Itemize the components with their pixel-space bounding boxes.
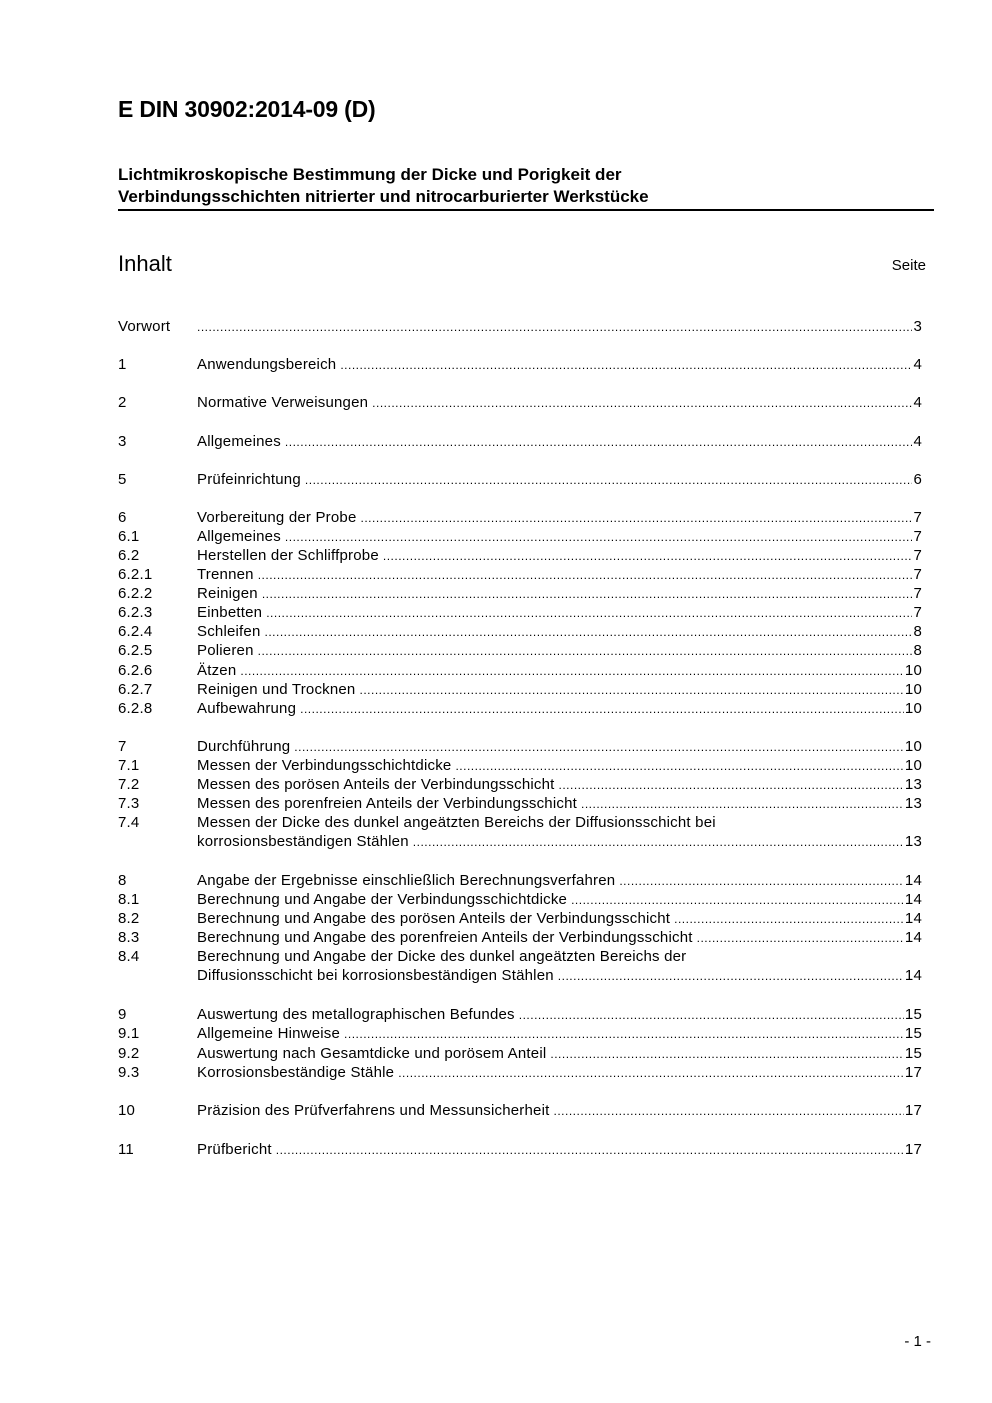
toc-entry-title: Berechnung und Angabe des porösen Anteils der Verbindungsschicht: [197, 910, 671, 927]
toc-dot-leader: [305, 471, 913, 490]
toc-entry-title: Schleifen: [197, 623, 261, 640]
toc-entry-number: 1: [118, 356, 127, 373]
toc-dot-leader: [697, 929, 904, 948]
toc-entry-number: 6.2.7: [118, 681, 153, 698]
toc-entry-page: 10: [904, 662, 922, 679]
toc-entry-title: Messen der Verbindungsschichtdicke: [197, 757, 452, 774]
toc-entry-title: Präzision des Prüfverfahrens und Messunsicherheit: [197, 1102, 550, 1119]
toc-entry-number: 7.3: [118, 795, 140, 812]
toc-entry-page: 10: [904, 757, 922, 774]
toc-entry-title: Berechnung und Angabe der Verbindungsschichtdicke: [197, 891, 568, 908]
toc-entry-page: 3: [913, 318, 922, 335]
toc-entry-page: 14: [904, 910, 922, 927]
toc-dot-leader: [413, 833, 904, 852]
toc-entry-title: Einbetten: [197, 604, 263, 621]
toc-entry-page: 10: [904, 681, 922, 698]
toc-entry-title: Angabe der Ergebnisse einschließlich Berechnungsverfahren: [197, 872, 616, 889]
toc-entry-title: Allgemeines: [197, 528, 281, 545]
toc-entry-number: 7: [118, 738, 127, 755]
toc-dot-leader: [674, 910, 904, 929]
toc-entry-title: Prüfbericht: [197, 1141, 272, 1158]
toc-dot-leader: [340, 356, 912, 375]
toc-entry-number: 6.2.4: [118, 623, 153, 640]
toc-dot-leader: [571, 891, 904, 910]
toc-entry-number: 6.2.1: [118, 566, 153, 583]
toc-entry-page: 14: [904, 872, 922, 889]
toc-entry-title: Reinigen: [197, 585, 258, 602]
toc-dot-leader: [285, 528, 913, 547]
toc-dot-leader: [300, 700, 904, 719]
toc-entry-number: 8: [118, 872, 127, 889]
toc-entry-title: Allgemeine Hinweise: [197, 1025, 341, 1042]
toc-entry-page: 4: [913, 433, 922, 450]
toc-entry-page: 7: [913, 585, 922, 602]
toc-entry-number: 6.2.5: [118, 642, 153, 659]
toc-page-column-label: Seite: [891, 257, 926, 274]
toc-dot-leader: [455, 757, 903, 776]
toc-entry-number: Vorwort: [118, 318, 171, 335]
toc-entry-page: 13: [904, 833, 922, 850]
toc-entry-number: 7.1: [118, 757, 140, 774]
toc-entry-page: 13: [904, 795, 922, 812]
toc-dot-leader: [240, 662, 904, 681]
toc-entry-page: 4: [913, 394, 922, 411]
toc-entry-title: Polieren: [197, 642, 254, 659]
toc-dot-leader: [197, 318, 912, 337]
toc-entry-number: 8.2: [118, 910, 140, 927]
toc-dot-leader: [266, 604, 912, 623]
toc-entry-number: 8.3: [118, 929, 140, 946]
toc-entry-page: 15: [904, 1025, 922, 1042]
toc-dot-leader: [581, 795, 904, 814]
toc-dot-leader: [559, 776, 904, 795]
toc-entry-page: 13: [904, 776, 922, 793]
toc-entry-page: 14: [904, 929, 922, 946]
toc-entry-page: 15: [904, 1045, 922, 1062]
toc-entry-title: Vorbereitung der Probe: [197, 509, 357, 526]
page-number: - 1 -: [904, 1333, 931, 1350]
toc-entry-number: 6: [118, 509, 127, 526]
toc-entry-page: 17: [904, 1064, 922, 1081]
toc-entry-title: Diffusionsschicht bei korrosionsbeständigen Stählen: [197, 967, 554, 984]
toc-dot-leader: [372, 394, 912, 413]
toc-entry-number: 9: [118, 1006, 127, 1023]
toc-entry-title: Herstellen der Schliffprobe: [197, 547, 379, 564]
toc-entry-number: 6.2.8: [118, 700, 153, 717]
toc-entry-page: 10: [904, 700, 922, 717]
toc-dot-leader: [294, 738, 904, 757]
toc-entry-number: 2: [118, 394, 127, 411]
toc-dot-leader: [558, 967, 904, 986]
toc-entry-page: 10: [904, 738, 922, 755]
document-id: E DIN 30902:2014-09 (D): [118, 96, 376, 122]
toc-entry-number: 6.1: [118, 528, 140, 545]
toc-entry-page: 7: [913, 604, 922, 621]
toc-dot-leader: [258, 642, 913, 661]
toc-entry-title: Auswertung des metallographischen Befundes: [197, 1006, 515, 1023]
toc-entry-number: 6.2.2: [118, 585, 153, 602]
toc-heading: Inhalt: [118, 251, 172, 276]
toc-entry-number: 7.2: [118, 776, 140, 793]
toc-entry-number: 10: [118, 1102, 136, 1119]
toc-entry-title: Messen des porenfreien Anteils der Verbindungsschicht: [197, 795, 577, 812]
toc-entry-title: Anwendungsbereich: [197, 356, 337, 373]
toc-entry-title: Normative Verweisungen: [197, 394, 369, 411]
toc-entry-page: 7: [913, 547, 922, 564]
toc-entry-number: 7.4: [118, 814, 140, 831]
toc-entry-page: 6: [913, 471, 922, 488]
toc-entry-page: 7: [913, 566, 922, 583]
toc-dot-leader: [285, 433, 913, 452]
toc-entry-number: 6.2.3: [118, 604, 153, 621]
toc-dot-leader: [262, 585, 913, 604]
toc-entry-number: 8.1: [118, 891, 140, 908]
toc-entry-title: Allgemeines: [197, 433, 281, 450]
toc-entry-number: 3: [118, 433, 127, 450]
toc-dot-leader: [398, 1064, 904, 1083]
title-divider: [118, 209, 934, 211]
toc-dot-leader: [519, 1006, 904, 1025]
toc-entry-number: 6.2.6: [118, 662, 153, 679]
toc-entry-title: Korrosionsbeständige Stähle: [197, 1064, 395, 1081]
toc-entry-title: Aufbewahrung: [197, 700, 297, 717]
toc-entry-page: 4: [913, 356, 922, 373]
toc-entry-page: 14: [904, 891, 922, 908]
toc-entry-page: 17: [904, 1141, 922, 1158]
toc-dot-leader: [550, 1045, 904, 1064]
toc-entry-number: 11: [118, 1141, 134, 1158]
toc-dot-leader: [359, 681, 903, 700]
toc-entry-page: 7: [913, 528, 922, 545]
toc-entry-page: 17: [904, 1102, 922, 1119]
toc-entry-title-line: Messen der Dicke des dunkel angeätzten Bereichs der Diffusionsschicht bei: [197, 814, 716, 831]
toc-entry-title: Reinigen und Trocknen: [197, 681, 356, 698]
toc-entry-title: Auswertung nach Gesamtdicke und porösem Anteil: [197, 1045, 547, 1062]
toc-entry-number: 5: [118, 471, 127, 488]
toc-dot-leader: [344, 1025, 904, 1044]
toc-entry-title: Durchführung: [197, 738, 291, 755]
toc-dot-leader: [265, 623, 913, 642]
toc-entry-page: 8: [913, 642, 922, 659]
toc-entry-title: Berechnung und Angabe des porenfreien Anteils der Verbindungsschicht: [197, 929, 693, 946]
toc-dot-leader: [276, 1141, 904, 1160]
toc-entry-number: 9.1: [118, 1025, 140, 1042]
toc-dot-leader: [258, 566, 913, 585]
document-title: [118, 164, 934, 208]
toc-entry-number: 8.4: [118, 948, 140, 965]
toc-entry-title: korrosionsbeständigen Stählen: [197, 833, 409, 850]
toc-dot-leader: [553, 1102, 903, 1121]
toc-entry-page: 7: [913, 509, 922, 526]
toc-entry-page: 15: [904, 1006, 922, 1023]
toc-entry-title-line: Berechnung und Angabe der Dicke des dunkel angeätzten Bereichs der: [197, 948, 687, 965]
toc-dot-leader: [361, 509, 913, 528]
toc-entry-number: 9.3: [118, 1064, 140, 1081]
toc-entry-page: 8: [913, 623, 922, 640]
toc-entry-title: Messen des porösen Anteils der Verbindungsschicht: [197, 776, 555, 793]
toc-entry-title: Trennen: [197, 566, 254, 583]
toc-entry-title: Ätzen: [197, 662, 237, 679]
toc-dot-leader: [619, 872, 904, 891]
toc-dot-leader: [383, 547, 913, 566]
toc-entry-page: 14: [904, 967, 922, 984]
document-title-line-2: Verbindungsschichten nitrierter und nitrocarburierter Werkstücke: [118, 187, 649, 206]
toc-entry-number: 9.2: [118, 1045, 140, 1062]
toc-entry-title: Prüfeinrichtung: [197, 471, 301, 488]
document-title-line-1: Lichtmikroskopische Bestimmung der Dicke und Porigkeit der: [118, 165, 622, 184]
toc-entry-number: 6.2: [118, 547, 140, 564]
